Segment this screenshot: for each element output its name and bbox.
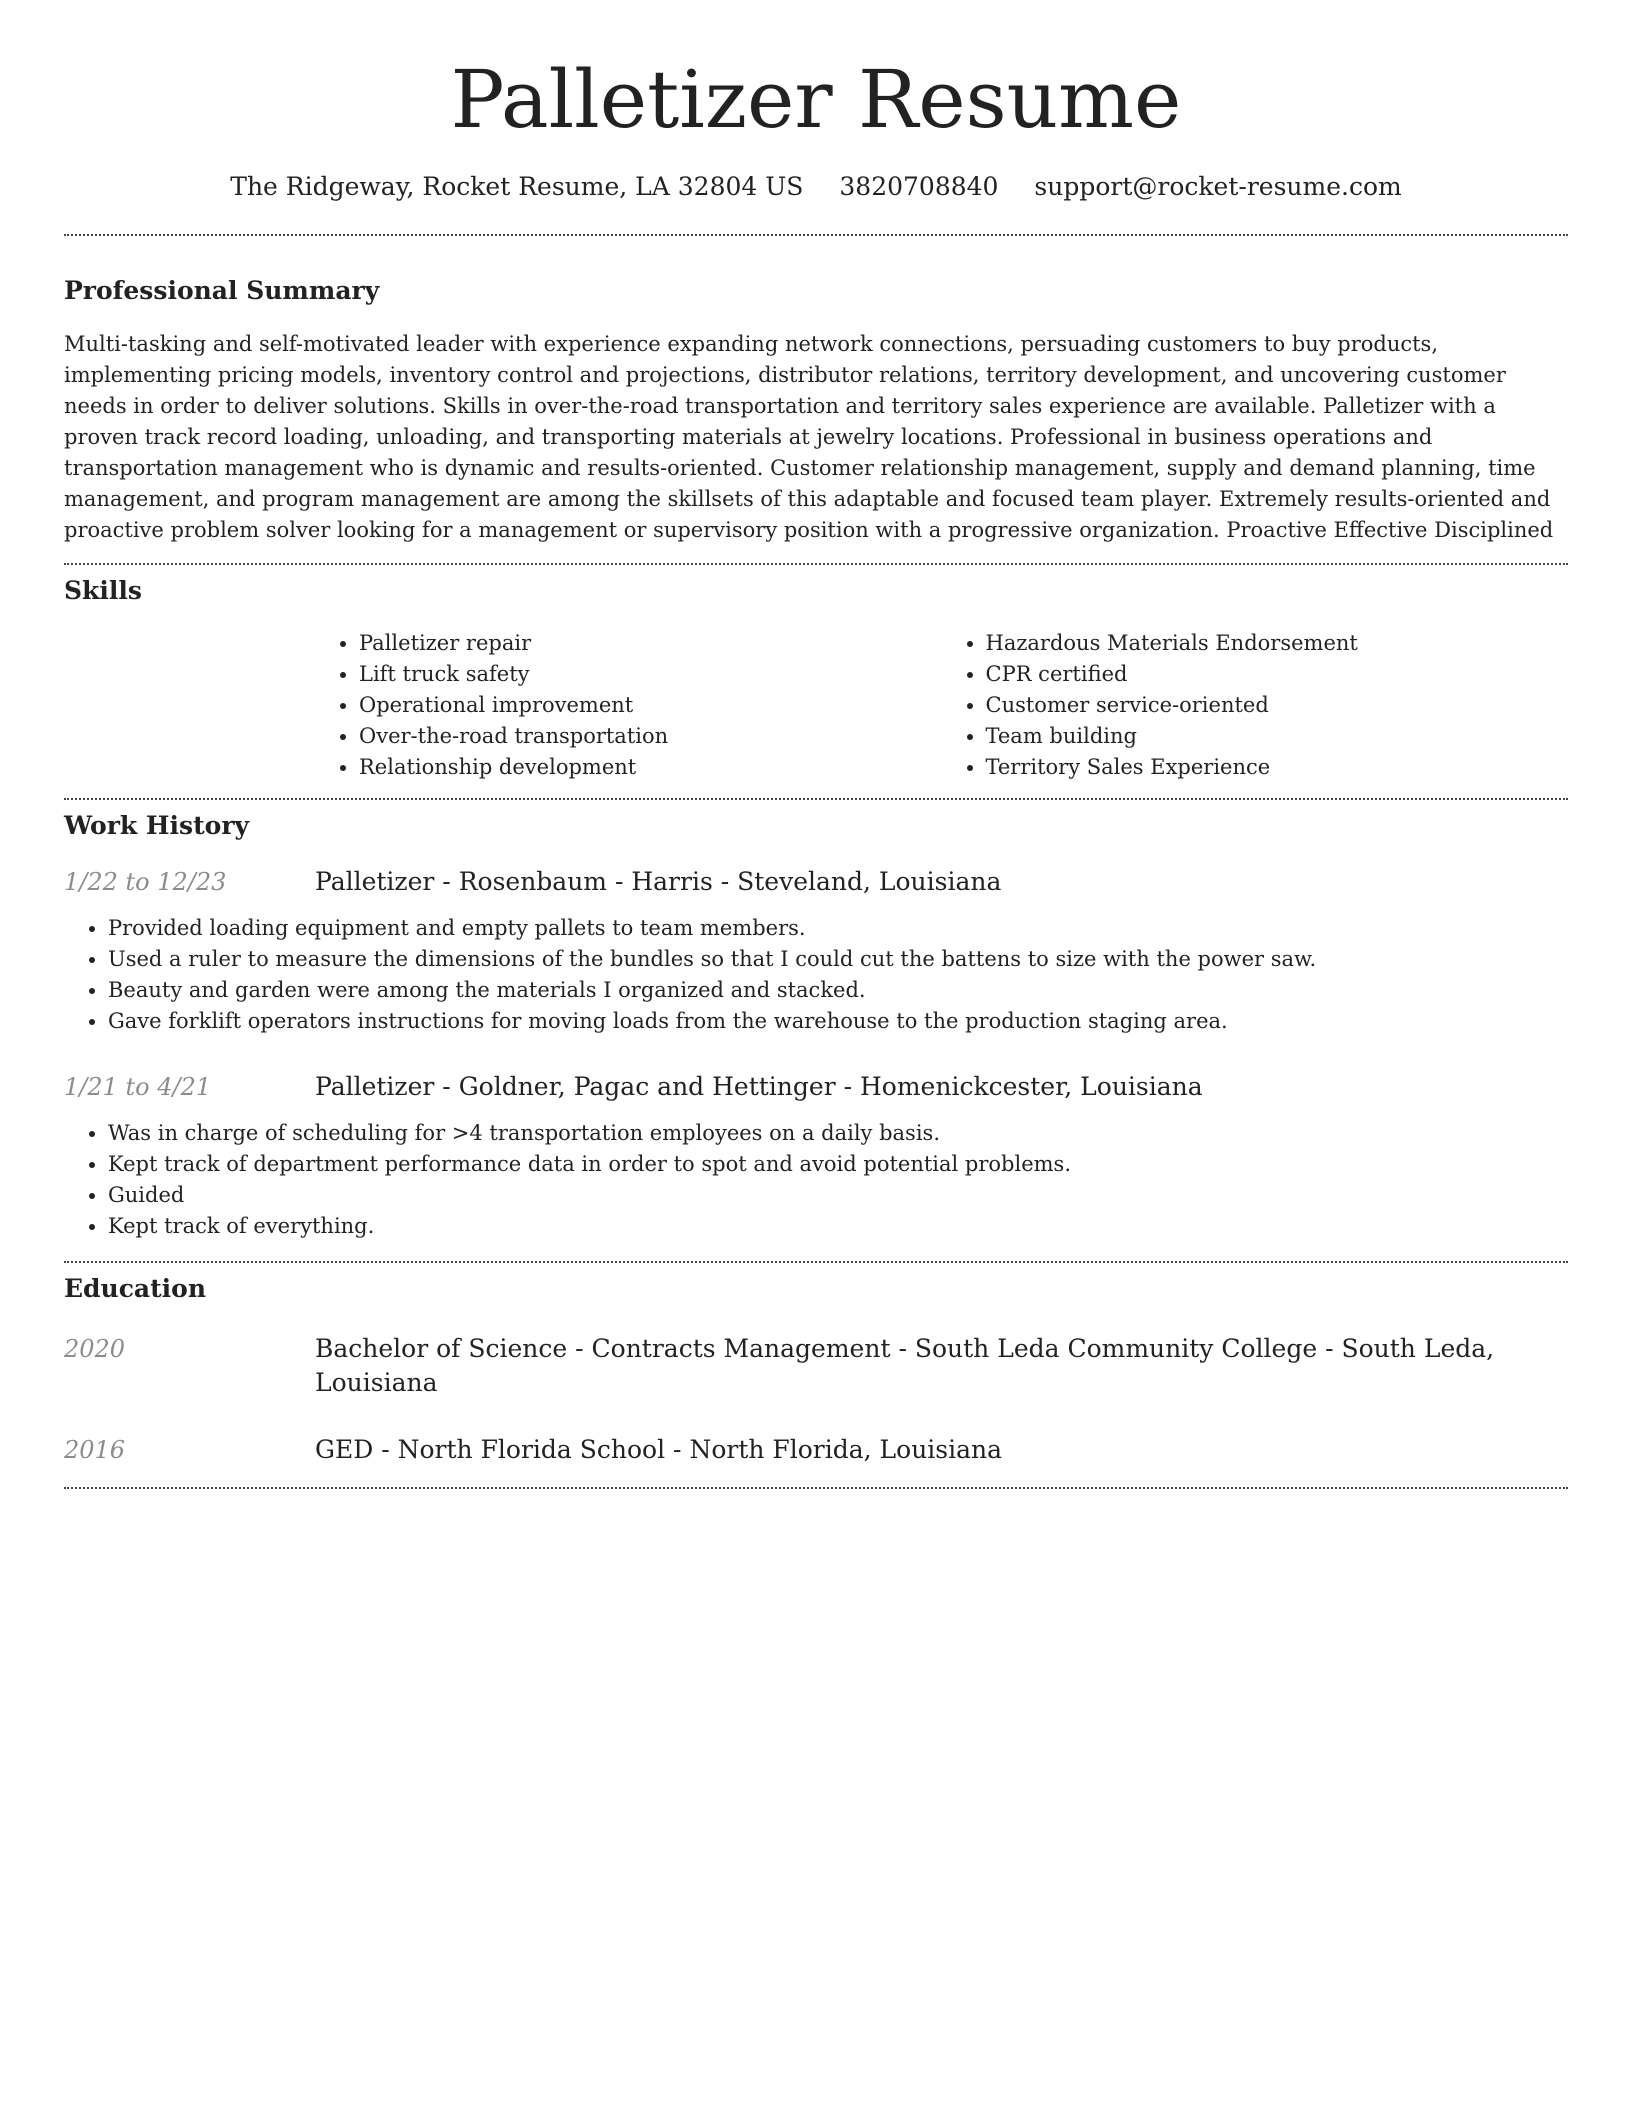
skills-heading: Skills: [64, 576, 142, 605]
education-year: 2016: [64, 1436, 126, 1464]
summary-section: [64, 274, 1568, 546]
section-divider: [64, 1261, 1568, 1263]
section-divider: [64, 563, 1568, 565]
education-heading: Education: [64, 1274, 207, 1303]
section-divider: [64, 1487, 1568, 1489]
education-school: - North Florida School - North Florida, Louisiana: [373, 1435, 1003, 1464]
skill-item: • Lift truck safety: [359, 659, 942, 690]
skill-item: • Hazardous Materials Endorsement: [986, 628, 1569, 659]
contact-address: The Ridgeway, Rocket Resume, LA 32804 US: [230, 172, 804, 201]
section-divider: [64, 234, 1568, 236]
job-bullets: [64, 1118, 1568, 1242]
education-degree: GED: [315, 1435, 374, 1464]
skill-item: • Team building: [986, 721, 1569, 752]
resume-title: Palletizer Resume: [450, 53, 1182, 146]
education-entry: [64, 1433, 1568, 1467]
skills-section: [64, 574, 1568, 783]
education-school: - South Leda Community College - South Leda, Louisiana: [315, 1334, 1495, 1397]
work-heading: Work History: [64, 811, 250, 840]
resume-page: [64, 0, 1568, 1489]
job-bullet: • Kept track of department performance data in order to spot and avoid potential problems.: [108, 1149, 1568, 1180]
education-section: [64, 1272, 1568, 1467]
summary-heading: Professional Summary: [64, 276, 380, 305]
job-dates: 1/21 to 4/21: [64, 1073, 212, 1101]
job-heading: Palletizer - Goldner, Pagac and Hettinger - Homenickcester, Louisiana: [315, 1072, 1203, 1101]
job-dates: 1/22 to 12/23: [64, 868, 227, 896]
education-entry: [64, 1332, 1568, 1400]
work-section: [64, 809, 1568, 1242]
job-bullet: • Beauty and garden were among the materials I organized and stacked.: [108, 975, 1568, 1006]
skill-item: • Relationship development: [359, 752, 942, 783]
skill-item: • Palletizer repair: [359, 628, 942, 659]
skill-item: • Customer service-oriented: [986, 690, 1569, 721]
job-entry: [64, 1070, 1568, 1242]
job-entry: [64, 865, 1568, 1037]
job-heading: Palletizer - Rosenbaum - Harris - Steveland, Louisiana: [315, 867, 1002, 896]
skills-list-right: [942, 628, 1569, 783]
contact-line: [64, 170, 1568, 204]
job-bullet: • Provided loading equipment and empty pallets to team members.: [108, 913, 1568, 944]
skill-item: • Operational improvement: [359, 690, 942, 721]
summary-text: Multi-tasking and self-motivated leader with experience expanding network connections, persuading customers to buy products, implementing pricing models, inventory control and projections, distributor relations, territory development, and uncovering customer needs in order to deliver solutions. Skills in over-the-road transportation and territory sales experience are available. Palletizer with a proven track record loading, unloading, and transporting materials at jewelry locations. Professional in business operations and transportation management who is dynamic and results-oriented. Customer relationship management, supply and demand planning, time management, and program management are among the skillsets of this adaptable and focused team player. Extremely results-oriented and proactive problem solver looking for a management or supervisory position with a progressive organization. Proactive Effective Disciplined: [64, 332, 1554, 542]
job-bullet: • Was in charge of scheduling for >4 transportation employees on a daily basis.: [108, 1118, 1568, 1149]
job-bullet: • Guided: [108, 1180, 1568, 1211]
job-bullets: [64, 913, 1568, 1037]
skills-grid: [315, 628, 1568, 783]
job-bullet: • Kept track of everything.: [108, 1211, 1568, 1242]
skill-item: • CPR certified: [986, 659, 1569, 690]
contact-email[interactable]: support@rocket-resume.com: [1034, 172, 1402, 201]
education-heading-line: [315, 1433, 1002, 1467]
education-year: 2020: [64, 1335, 126, 1363]
section-divider: [64, 798, 1568, 800]
education-degree: Bachelor of Science - Contracts Management: [315, 1334, 891, 1363]
job-bullet: • Gave forklift operators instructions for moving loads from the warehouse to the production staging area.: [108, 1006, 1568, 1037]
contact-phone: 3820708840: [839, 172, 999, 201]
skill-item: • Territory Sales Experience: [986, 752, 1569, 783]
skill-item: • Over-the-road transportation: [359, 721, 942, 752]
job-header: [64, 1070, 1568, 1104]
job-bullet: • Used a ruler to measure the dimensions of the bundles so that I could cut the battens to size with the power saw.: [108, 944, 1568, 975]
job-header: [64, 865, 1568, 899]
education-heading-line: [315, 1332, 1568, 1400]
skills-list-left: [315, 628, 942, 783]
